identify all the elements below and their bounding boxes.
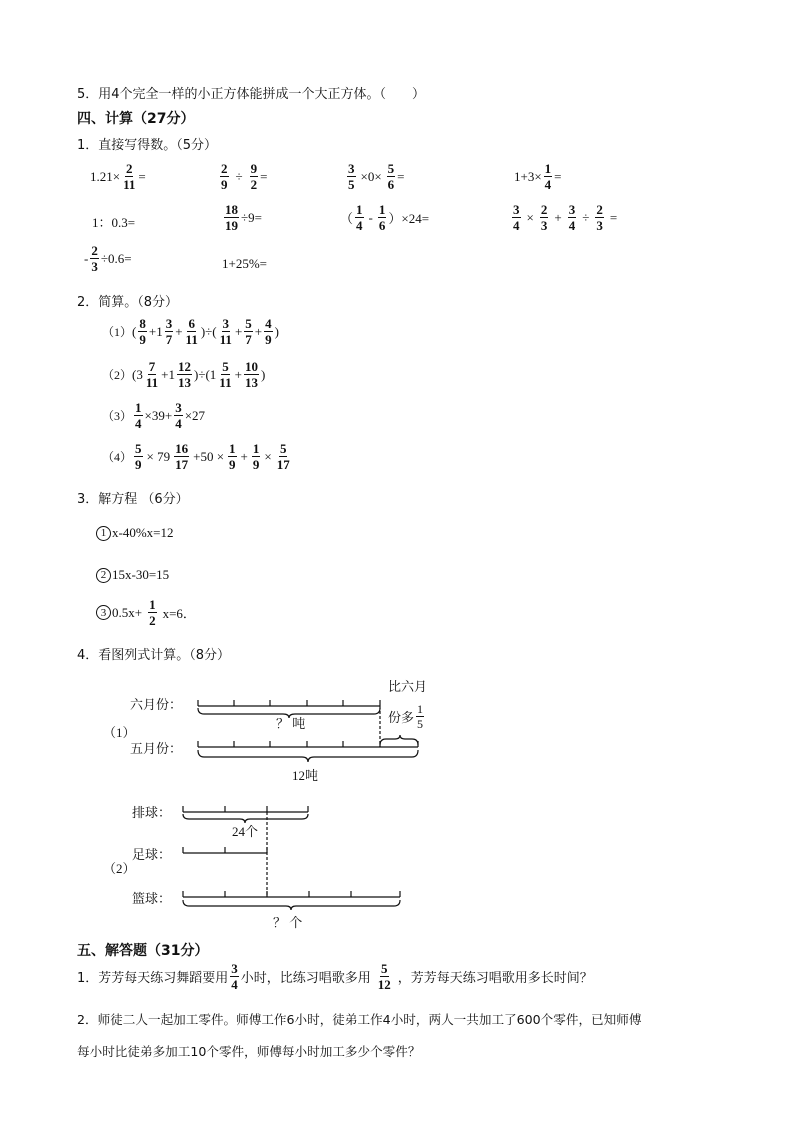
- calc-c2: 1+25%=: [222, 256, 267, 271]
- equation-1: 1 x-40%x=12: [96, 525, 174, 541]
- circled-number-1: 1: [96, 526, 111, 541]
- circled-number-2: 2: [96, 568, 111, 583]
- label-may: 五月份：: [130, 741, 183, 756]
- question-5: 5．用4个完全一样的小正方体能拼成一个大正方体。（ ）: [77, 87, 426, 102]
- calc-b3: （ $\frac{1}{4}$ - $\frac{1}{6}$ ）×24=: [340, 202, 430, 233]
- diagram-1: [198, 700, 418, 762]
- label-soccer: 足球：: [132, 847, 172, 862]
- simplify-4: （4） $\frac{5}{9}$ × 79 $\frac{16}{17}$ +50 × $\frac{1}{9}$ + $\frac{1}{9}$ × $\frac{5}{17}$: [102, 441, 290, 472]
- label-basketball: 篮球：: [132, 891, 172, 906]
- calc-a3: $\frac{3}{5}$ ×0× $\frac{5}{6}$ =: [348, 161, 405, 192]
- may-value: 12吨: [292, 768, 319, 783]
- part-1-title: 1．直接写得数。（5分）: [77, 138, 218, 153]
- part-2-title: 2．简算。（8分）: [77, 295, 179, 310]
- volleyball-value: 24个: [232, 824, 259, 839]
- word-problem-1: 1．芳芳每天练习舞蹈要用 $\frac{3}{4}$ 小时，比练习唱歌多用 $\frac{5}{12}$ ，芳芳每天练习唱歌用多长时间？: [77, 961, 593, 992]
- label-volleyball: 排球：: [132, 805, 172, 820]
- simplify-2: （2） (3 $\frac{7}{11}$ +1 $\frac{12}{13}$ )÷(1 $\frac{5}{11}$ + $\frac{10}{13}$ ): [102, 359, 266, 390]
- calc-c1: - $\frac{2}{3}$ ÷0.6=: [84, 243, 132, 274]
- calc-a1: 1.21× $\frac{2}{11}$ =: [90, 161, 146, 192]
- word-problem-2-line-2: 每小时比徒弟多加工10个零件，师傅每小时加工多少个零件？: [77, 1044, 421, 1059]
- simplify-1: （1） ( $\frac{8}{9}$ +1 $\frac{3}{7}$ + $\frac{6}{11}$ )÷( $\frac{3}{11}$ + $\frac{5}{7}$ + $\frac{4}{9}$ ): [102, 316, 279, 347]
- equation-3: 3 0.5x+ $\frac{1}{2}$ x=6．: [96, 598, 196, 627]
- section-4-title: 四、计算（27分）: [77, 111, 195, 127]
- june-unknown: ？ 吨: [276, 716, 306, 731]
- section-5-title: 五、解答题（31分）: [77, 943, 209, 959]
- diagram-1-label: （1）: [103, 725, 136, 740]
- diagram-2: [183, 806, 400, 910]
- calc-b1: 1：0.3=: [92, 215, 136, 230]
- circled-number-3: 3: [96, 605, 111, 620]
- word-problem-2-line-1: 2．师徒二人一起加工零件。师傅工作6小时，徒弟工作4小时，两人一共加工了600个零件，已知师傅: [77, 1012, 642, 1027]
- part-4-title: 4．看图列式计算。（8分）: [77, 648, 231, 663]
- equation-2: 2 15x-30=15: [96, 567, 169, 583]
- calc-a2: $\frac{2}{9}$ ÷ $\frac{9}{2}$ =: [221, 161, 268, 192]
- note-line-1: 比六月: [388, 679, 428, 694]
- calc-a4: 1+3× $\frac{1}{4}$ =: [514, 161, 562, 192]
- label-june: 六月份：: [130, 697, 183, 712]
- simplify-3: （3） $\frac{1}{4}$ ×39+ $\frac{3}{4}$ ×27: [102, 400, 206, 431]
- diagram-2-label: （2）: [103, 861, 136, 876]
- note-line-2: 份多 $\frac{1}{5}$: [388, 702, 424, 731]
- calc-b4: $\frac{3}{4}$ × $\frac{2}{3}$ + $\frac{3}{4}$ ÷ $\frac{2}{3}$ =: [513, 202, 618, 233]
- calc-b2: $\frac{18}{19}$ ÷9=: [225, 202, 262, 233]
- basketball-unknown: ？ 个: [273, 915, 303, 930]
- part-3-title: 3．解方程 （6分）: [77, 492, 189, 507]
